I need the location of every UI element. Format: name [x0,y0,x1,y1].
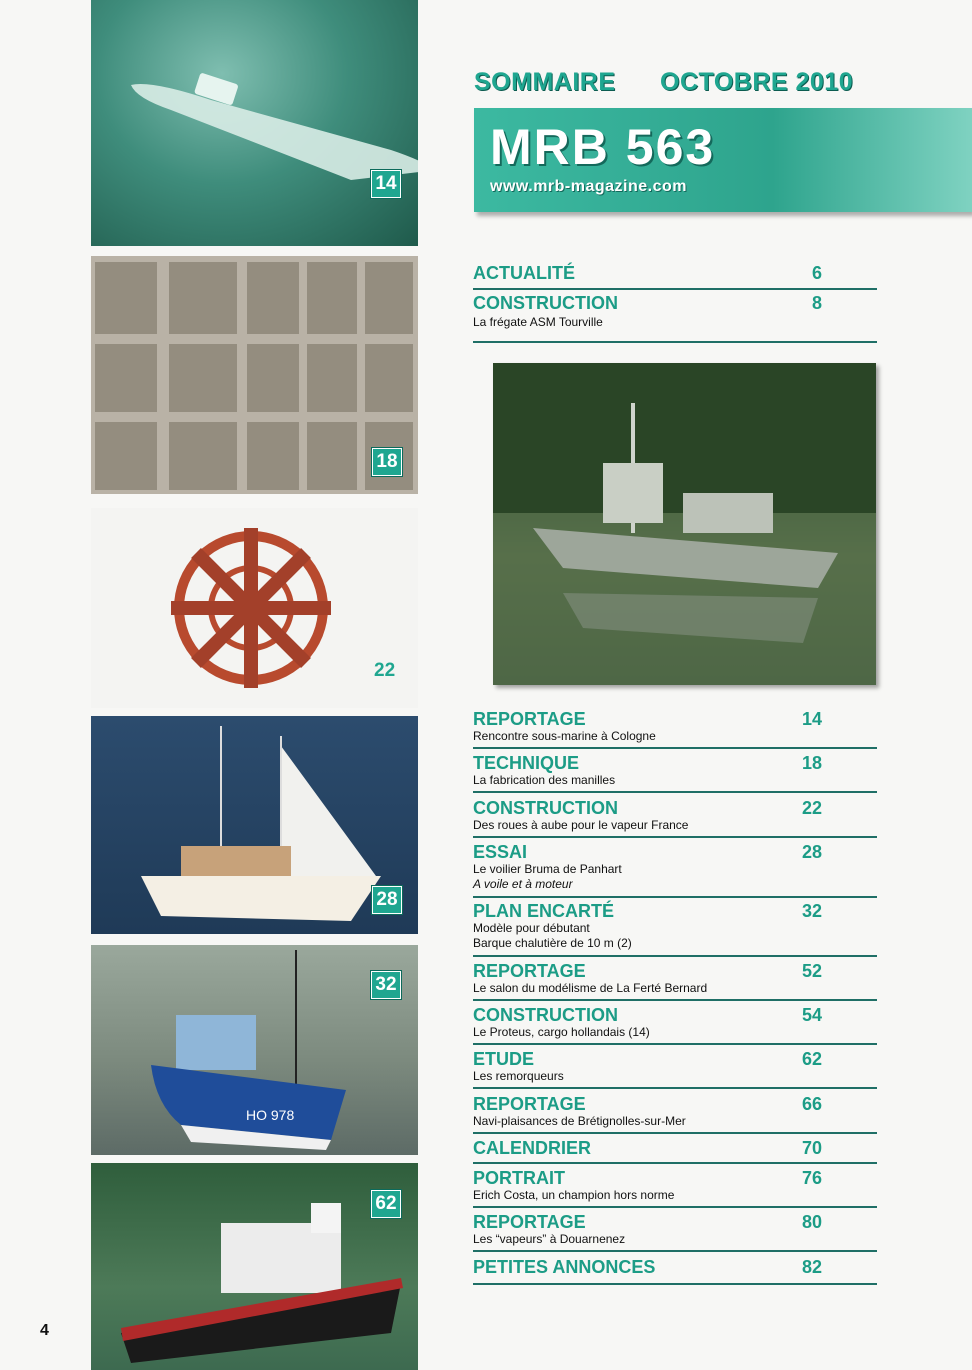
toc-page: 66 [801,1094,822,1114]
toc-entry[interactable] [473,263,877,290]
toc-page: 14 [801,709,822,729]
toc-entry[interactable] [473,293,877,343]
toc-page: 76 [801,1168,822,1188]
toc-description: Navi-plaisances de Brétignolles-sur-Mer [473,1114,686,1128]
issue-banner [474,108,972,212]
toc-entry[interactable] [473,1257,877,1285]
toc-category: REPORTAGE [473,1094,586,1114]
photo-tugboat [91,1163,418,1370]
toc-category: TECHNIQUE [473,753,580,773]
page-badge: 32 [371,971,401,999]
section-title: SOMMAIRE [474,68,616,96]
photo-frigate-tourville [493,363,876,685]
toc-entry[interactable] [473,961,877,1001]
fishing-boat-illustration [91,945,418,1155]
photo-fishing-boat [91,945,418,1155]
svg-text:HO 978: HO 978 [246,1107,295,1123]
toc-entry[interactable] [473,1138,877,1164]
toc-description: Erich Costa, un champion hors norme [473,1188,675,1202]
toc-category: PLAN ENCARTÉ [473,901,615,921]
toc-page: 22 [801,798,822,818]
toc-description: A voile et à moteur [473,877,573,891]
toc-description: Rencontre sous-marine à Cologne [473,729,656,743]
toc-category: REPORTAGE [473,961,586,981]
toc-category: ACTUALITÉ [473,263,575,283]
toc-description: Le salon du modélisme de La Ferté Bernard [473,981,708,995]
toc-page: 28 [801,842,822,862]
toc-description: La fabrication des manilles [473,773,616,787]
toc-category: REPORTAGE [473,709,586,729]
toc-page: 62 [801,1049,822,1069]
toc-description: Des roues à aube pour le vapeur France [473,818,689,832]
toc-description: Barque chalutière de 10 m (2) [473,936,632,950]
toc-description: Les “vapeurs” à Douarnenez [473,1232,626,1246]
page-badge: 62 [371,1190,401,1218]
photo-submarine [91,0,418,246]
page-badge: 18 [372,448,402,476]
issue-title: MRB 563 [490,119,716,175]
toc-description: Le voilier Bruma de Panhart [473,862,622,876]
toc-category: CONSTRUCTION [473,293,618,313]
toc-page: 6 [811,263,822,283]
paddle-wheel-illustration [91,508,418,708]
photo-sailboat-bruma [91,716,418,934]
toc-page: 80 [801,1212,822,1232]
submarine-illustration [91,0,418,246]
toc-page: 54 [801,1005,822,1025]
toc-entry[interactable] [473,1049,877,1089]
tray-grid-illustration [91,256,418,494]
toc-category: ETUDE [473,1049,535,1069]
toc-category: CALENDRIER [473,1138,592,1158]
toc-page: 18 [801,753,822,773]
toc-description: Modèle pour débutant [473,921,590,935]
photo-paddle-wheels [91,508,418,708]
toc-entry[interactable] [473,1168,877,1208]
sailboat-illustration [91,716,418,934]
toc-entry[interactable] [473,842,877,898]
photo-shackles-tray [91,256,418,494]
toc-category: PETITES ANNONCES [473,1257,656,1277]
issue-date: OCTOBRE 2010 [660,68,854,96]
page-number-label: 22 [374,660,396,681]
toc-description: La frégate ASM Tourville [473,315,603,329]
toc-entry[interactable] [473,798,877,838]
toc-entry[interactable] [473,1094,877,1134]
toc-entry[interactable] [473,901,877,957]
page-badge: 28 [372,886,402,914]
toc-entry[interactable] [473,1212,877,1252]
toc-page: 82 [801,1257,822,1277]
toc-description: Le Proteus, cargo hollandais (14) [473,1025,650,1039]
toc-entry[interactable] [473,753,877,793]
page-number: 4 [40,1322,49,1339]
toc-entry[interactable] [473,709,877,749]
toc-category: REPORTAGE [473,1212,586,1232]
toc-page: 8 [811,293,822,313]
page-badge: 14 [371,170,401,198]
toc-category: ESSAI [473,842,528,862]
toc-category: CONSTRUCTION [473,1005,618,1025]
toc-category: PORTRAIT [473,1168,565,1188]
toc-page: 70 [801,1138,822,1158]
toc-page: 52 [801,961,822,981]
toc-entry[interactable] [473,1005,877,1045]
frigate-illustration [493,363,876,685]
toc-category: CONSTRUCTION [473,798,618,818]
toc-description: Les remorqueurs [473,1069,564,1083]
toc-page: 32 [801,901,822,921]
website-link[interactable]: www.mrb-magazine.com [490,178,687,195]
tugboat-illustration [91,1163,418,1370]
